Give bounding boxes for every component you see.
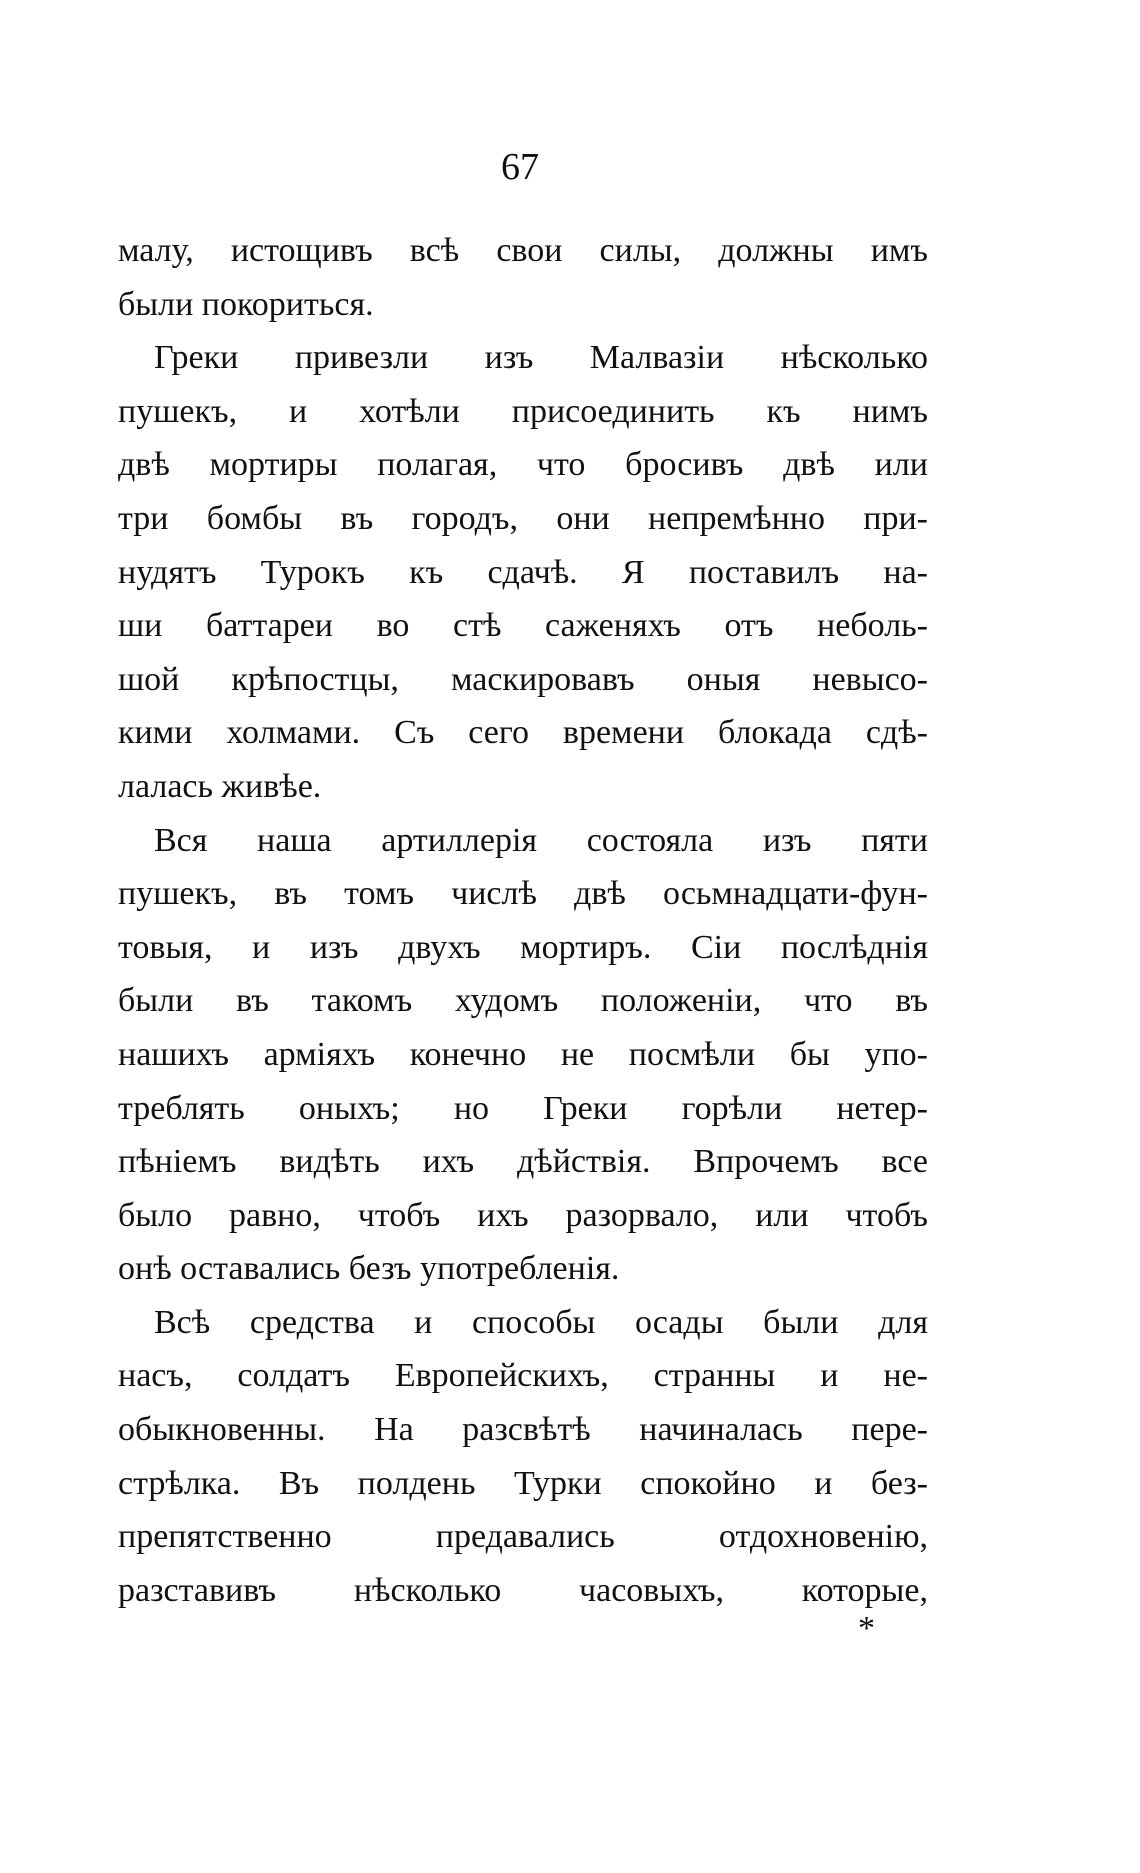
text-line: препятственно предавались отдохновенію,: [118, 1518, 928, 1556]
text-line: Вся наша артиллерія состояла изъ пяти: [154, 821, 928, 859]
text-line: нудятъ Турокъ къ сдачѣ. Я поставилъ на-: [118, 553, 928, 591]
paragraph-2: [118, 331, 928, 813]
paragraph-1: [118, 224, 928, 331]
paragraph-3: [118, 814, 928, 1296]
text-line: насъ, солдатъ Европейскихъ, странны и не-: [118, 1357, 928, 1395]
text-line: товыя, и изъ двухъ мортиръ. Сіи послѣднія: [118, 928, 928, 966]
text-line: стрѣлка. Въ полдень Турки спокойно и без-: [118, 1464, 928, 1502]
text-line: обыкновенны. На разсвѣтѣ начиналась пере-: [118, 1411, 928, 1449]
text-line: ши баттареи во стѣ саженяхъ отъ неболь-: [118, 607, 928, 645]
text-line: двѣ мортиры полагая, что бросивъ двѣ или: [118, 446, 928, 484]
text-line: треблять оныхъ; но Греки горѣли нетер-: [118, 1089, 928, 1127]
paragraph-4: [118, 1296, 928, 1618]
text-line: лалась живѣе.: [118, 767, 322, 805]
text-line: Всѣ средства и способы осады были для: [154, 1303, 928, 1341]
text-line: были покориться.: [118, 285, 374, 323]
text-line: Греки привезли изъ Малвазіи нѣсколько: [154, 339, 928, 377]
catchword: *: [858, 1610, 875, 1647]
text-line: разставивъ нѣсколько часовыхъ, которые,: [118, 1571, 928, 1609]
text-line: шой крѣпостцы, маскировавъ оныя невысо-: [118, 660, 928, 698]
text-line: пѣніемъ видѣть ихъ дѣйствія. Впрочемъ все: [118, 1143, 928, 1181]
text-line: онѣ оставались безъ употребленія.: [118, 1250, 620, 1288]
text-line: малу, истощивъ всѣ свои силы, должны имъ: [118, 232, 928, 269]
text-line: три бомбы въ городъ, они непремѣнно при-: [118, 499, 928, 537]
body-text: [118, 224, 928, 1617]
text-line: пушекъ, въ томъ числѣ двѣ осьмнадцати-фун-: [118, 875, 928, 913]
text-line: пушекъ, и хотѣли присоединить къ нимъ: [118, 392, 928, 430]
text-line: кими холмами. Съ сего времени блокада сдѣ-: [118, 714, 928, 752]
text-line: было равно, чтобъ ихъ разорвало, или чтобъ: [118, 1196, 928, 1234]
text-line: нашихъ арміяхъ конечно не посмѣли бы упо-: [118, 1035, 928, 1073]
page-number: 67: [501, 146, 539, 188]
text-line: были въ такомъ худомъ положеніи, что въ: [118, 982, 928, 1020]
